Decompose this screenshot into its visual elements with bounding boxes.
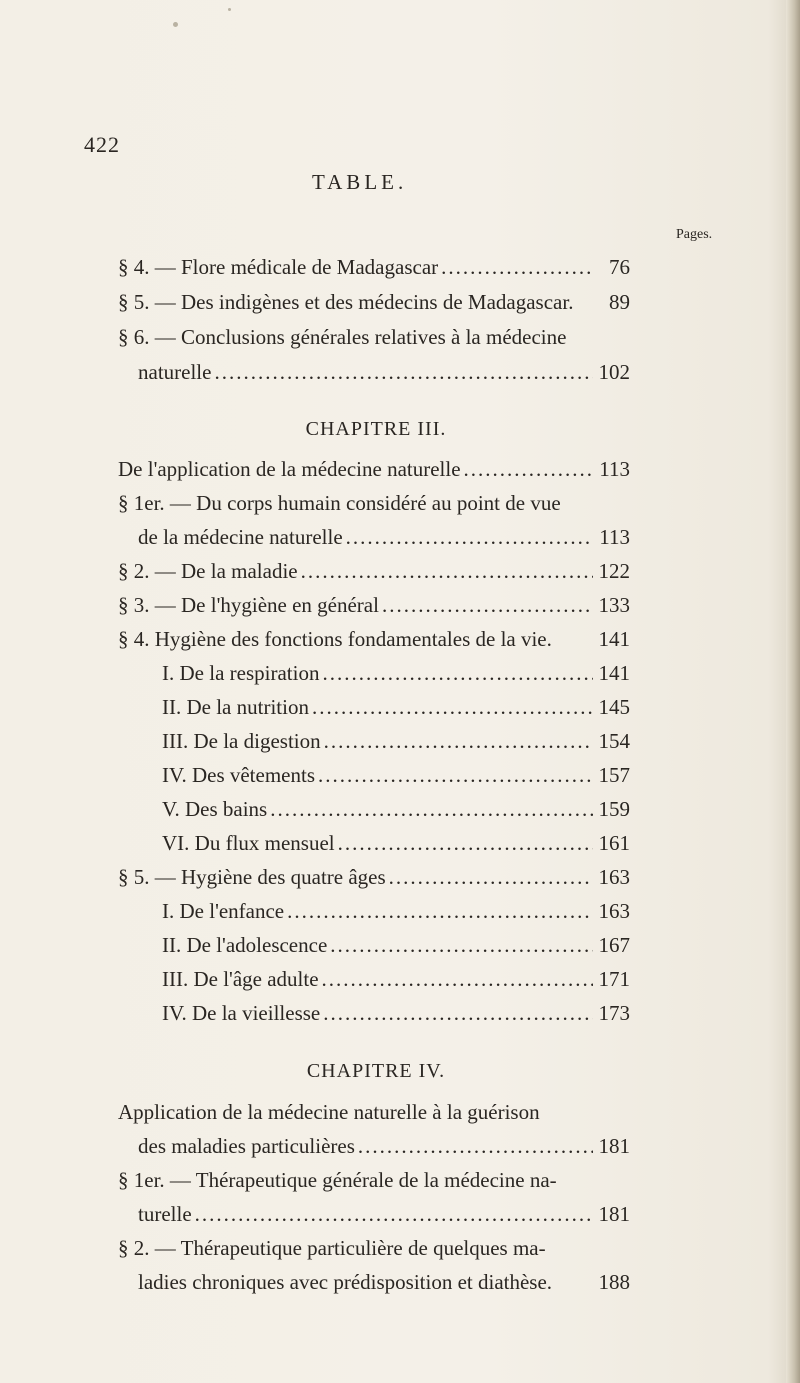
chapter-heading: CHAPITRE III.: [305, 418, 447, 440]
toc-entry-title: § 4. Hygiène des fonctions fondamentales de la vie.: [118, 627, 552, 651]
leader-dots: [195, 1202, 593, 1227]
toc-entry: [138, 1134, 630, 1164]
toc-entry: [138, 1202, 630, 1232]
toc-entry-title: Application de la médecine naturelle à la guérison: [118, 1100, 540, 1124]
leader-dots: [301, 559, 593, 584]
toc-entry-page: 154: [598, 729, 630, 753]
page-number: 422: [84, 132, 120, 157]
pages-column-label: Pages.: [676, 227, 713, 242]
toc-entry: [138, 1270, 630, 1300]
toc-entry-title: III. De la digestion: [162, 729, 321, 753]
toc-entry-page: 113: [599, 525, 630, 549]
toc-entry-title: § 3. — De l'hygiène en général: [118, 593, 379, 617]
toc-entry: [118, 491, 630, 521]
toc-entry: [162, 797, 630, 827]
toc-entry-title: II. De la nutrition: [162, 695, 309, 719]
toc-entry-page: 167: [598, 933, 630, 957]
toc-entry-page: 188: [598, 1270, 630, 1294]
toc-entry: [162, 899, 630, 929]
toc-entry-page: 145: [598, 695, 630, 719]
toc-entry: [118, 325, 630, 355]
leader-dots: [214, 360, 593, 385]
toc-entry-page: 181: [598, 1134, 630, 1158]
toc-entry-title: II. De l'adolescence: [162, 933, 328, 957]
toc-entry-page: 157: [598, 763, 630, 787]
toc-entry-title: ladies chroniques avec prédisposition et diathèse.: [138, 1270, 553, 1294]
leader-dots: [338, 831, 593, 856]
toc-entry-title: VI. Du flux mensuel: [162, 831, 335, 855]
toc-entry-page: 181: [598, 1202, 630, 1226]
ink-speck: [173, 22, 178, 27]
toc-entry-title: des maladies particulières: [138, 1134, 355, 1158]
toc-entry: [162, 661, 630, 691]
leader-dots: [323, 1001, 593, 1026]
leader-dots: [389, 865, 593, 890]
toc-entry-page: 89: [609, 290, 630, 314]
toc-entry: [162, 729, 630, 759]
toc-entry: [118, 255, 630, 285]
running-head: TABLE.: [312, 170, 408, 194]
leader-dots: [312, 695, 593, 720]
toc-entry: [138, 525, 630, 555]
toc-entry-title: § 1er. — Du corps humain considéré au point de vue: [118, 491, 561, 515]
toc-entry: [118, 457, 630, 487]
leader-dots: [358, 1134, 593, 1159]
toc-entry-title: § 2. — Thérapeutique particulière de quelques ma-: [118, 1236, 546, 1260]
leader-dots: [318, 763, 593, 788]
toc-entry-page: 163: [598, 865, 630, 889]
leader-dots: [382, 593, 593, 618]
toc-entry-title: § 6. — Conclusions générales relatives à la médecine: [118, 325, 567, 349]
page-edge: [786, 0, 800, 1383]
leader-dots: [322, 661, 593, 686]
toc-entry-title: I. De la respiration: [162, 661, 320, 685]
toc-entry-title: V. Des bains: [162, 797, 268, 821]
toc-entry: [118, 593, 630, 623]
toc-entry-title: § 5. — Hygiène des quatre âges: [118, 865, 386, 889]
toc-entry: [162, 763, 630, 793]
toc-entry-page: 76: [609, 255, 630, 279]
toc-entry-page: 141: [598, 627, 630, 651]
toc-entry-page: 163: [598, 899, 630, 923]
toc-entry: [162, 831, 630, 861]
toc-entry: [162, 967, 630, 997]
toc-entry-title: § 1er. — Thérapeutique générale de la médecine na-: [118, 1168, 557, 1192]
toc-entry: [118, 1100, 630, 1130]
leader-dots: [441, 255, 593, 280]
toc-entry: [118, 290, 630, 320]
toc-entry-page: 173: [598, 1001, 630, 1025]
toc-entry-page: 122: [598, 559, 630, 583]
toc-entry: [138, 360, 630, 390]
leader-dots: [270, 797, 593, 822]
toc-entry-title: I. De l'enfance: [162, 899, 285, 923]
toc-entry-page: 161: [598, 831, 630, 855]
toc-entry-page: 133: [598, 593, 630, 617]
toc-entry-page: 159: [598, 797, 630, 821]
leader-dots: [322, 967, 593, 992]
toc-entry: [118, 1236, 630, 1266]
toc-entry: [118, 559, 630, 589]
toc-entry-page: 171: [598, 967, 630, 991]
toc-entry-title: De l'application de la médecine naturelle: [118, 457, 461, 481]
toc-entry-title: turelle: [138, 1202, 192, 1226]
toc-entry-title: III. De l'âge adulte: [162, 967, 319, 991]
toc-entry-page: 102: [598, 360, 630, 384]
toc-entry: [118, 865, 630, 895]
toc-entry-title: de la médecine naturelle: [138, 525, 343, 549]
toc-entry-title: § 2. — De la maladie: [118, 559, 298, 583]
leader-dots: [346, 525, 593, 550]
toc-entry-title: § 4. — Flore médicale de Madagascar: [118, 255, 439, 279]
leader-dots: [324, 729, 593, 754]
toc-entry: [118, 1168, 630, 1198]
leader-dots: [287, 899, 593, 924]
toc-entry-page: 141: [598, 661, 630, 685]
toc-entry: [162, 933, 630, 963]
toc-entry: [118, 627, 630, 657]
toc-entry: [162, 1001, 630, 1031]
chapter-heading: CHAPITRE IV.: [306, 1060, 446, 1082]
leader-dots: [330, 933, 593, 958]
ink-speck: [228, 8, 231, 11]
toc-entry-title: naturelle: [138, 360, 212, 384]
toc-entry: [162, 695, 630, 725]
toc-entry-title: § 5. — Des indigènes et des médecins de Madagascar.: [118, 290, 574, 314]
leader-dots: [464, 457, 593, 482]
toc-entry-title: IV. Des vêtements: [162, 763, 315, 787]
toc-entry-title: IV. De la vieillesse: [162, 1001, 321, 1025]
toc-entry-page: 113: [599, 457, 630, 481]
